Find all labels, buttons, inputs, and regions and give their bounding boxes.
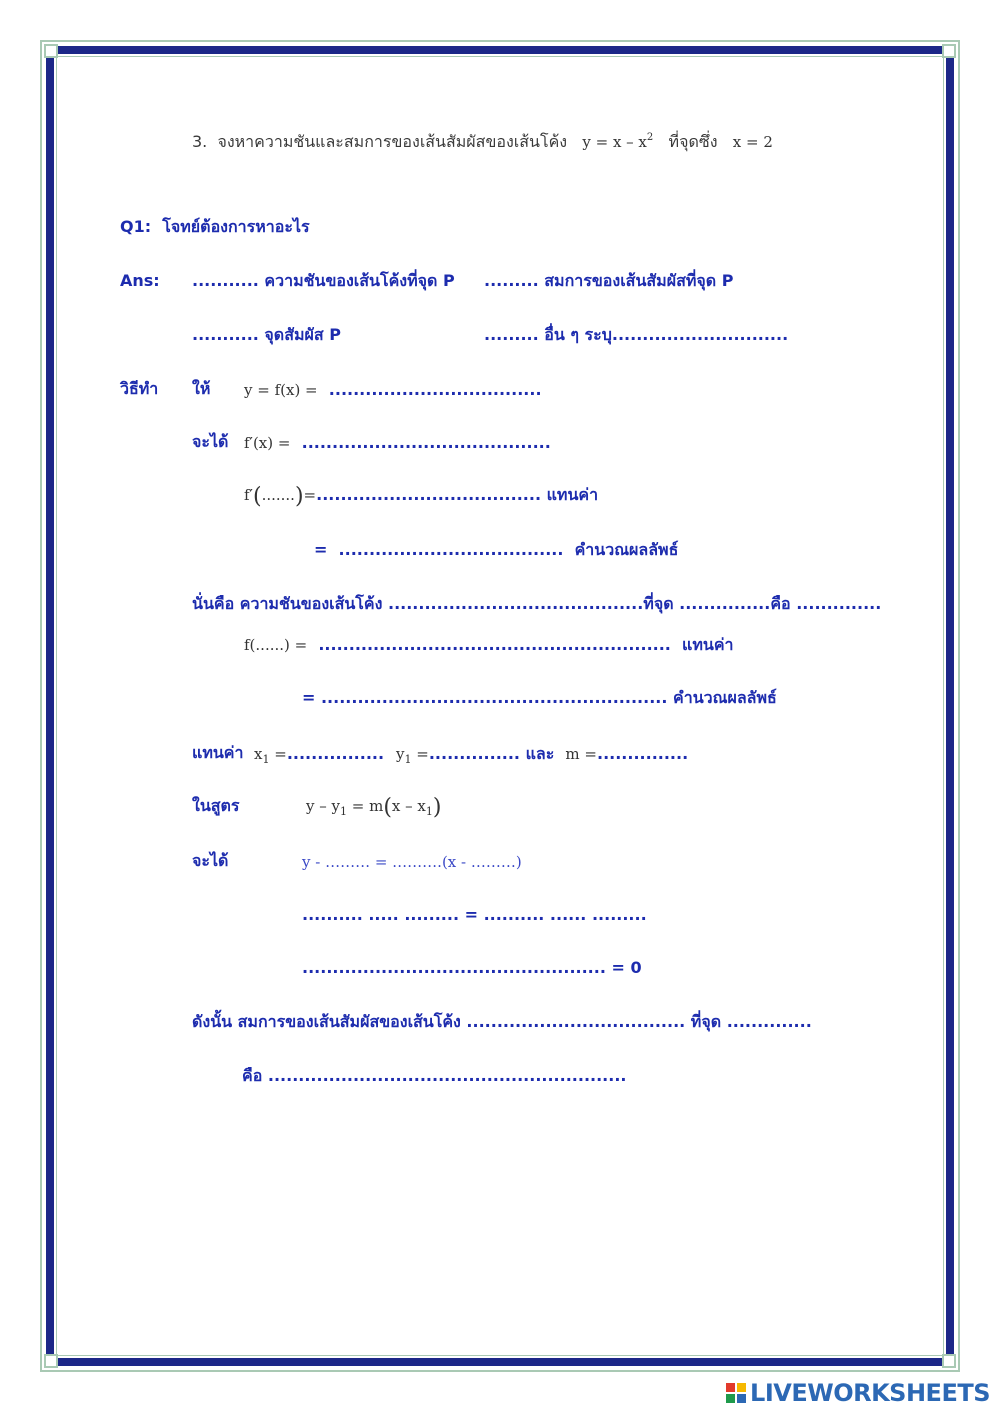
question-condition: ที่จุดซึ่ง — [668, 132, 718, 151]
corner-ornament — [942, 1354, 956, 1368]
slope-conclusion[interactable]: นั่นคือ ความชันของเส้นโค้ง ..........................................ที่จุด ...............คือ .............. — [192, 594, 882, 613]
formula-mid: = m — [346, 797, 384, 815]
y1-blank[interactable]: ............... และ — [428, 744, 555, 763]
eval-blank[interactable]: ..................................... — [316, 485, 542, 504]
eval-fprime: f′ — [244, 486, 253, 504]
x1-blank[interactable]: ................ — [286, 744, 385, 763]
formula-sub1: 1 — [339, 805, 347, 818]
m-blank[interactable]: ............... — [596, 744, 689, 763]
eval-inner[interactable]: ....... — [261, 486, 295, 504]
calc-eq: = — [314, 540, 328, 559]
question-exponent: 2 — [646, 132, 654, 143]
f-calc-row[interactable]: = ......................................................... คำนวณผลลัพธ์ — [302, 688, 777, 707]
formula-label: ในสูตร — [192, 796, 240, 815]
formula-inner: x – x — [391, 797, 426, 815]
question-point: x = 2 — [732, 133, 773, 151]
result-line-1[interactable]: y - ……… = ……….(x - ………) — [302, 853, 522, 871]
corner-ornament — [44, 44, 58, 58]
let-label: ให้ — [192, 379, 211, 398]
calc-row — [314, 540, 678, 560]
eval-row: f′(.......)=..................................... แทนค่า — [244, 484, 599, 509]
f-eval-row — [244, 635, 734, 655]
final-answer[interactable]: คือ ........................................................... — [242, 1066, 627, 1085]
ans-option-other[interactable]: ......... อื่น ๆ ระบุ............................. — [484, 325, 789, 344]
f-eval-substitute: แทนค่า — [682, 635, 734, 654]
ans-option-tangent-eq[interactable]: ......... สมการของเส้นสัมผัสที่จุด P — [484, 271, 734, 290]
ans-option-slope[interactable]: ........... ความชันของเส้นโค้งที่จุด P — [192, 271, 455, 290]
substitute-label: แทนค่า — [192, 743, 244, 762]
deriv-blank[interactable]: ......................................... — [301, 433, 551, 452]
question-text: จงหาความชันและสมการของเส้นสัมผัสของเส้นโค้ง — [217, 132, 568, 151]
corner-ornament — [44, 1354, 58, 1368]
final-line[interactable]: ดังนั้น สมการของเส้นสัมผัสของเส้นโค้ง .................................... ที่จุด .............. — [192, 1012, 812, 1031]
eval-eq: = — [303, 486, 317, 504]
let-math: y = f(x) = — [244, 381, 318, 399]
deriv-math: f′(x) = — [244, 434, 291, 452]
x1-row — [254, 744, 384, 770]
y1-row — [396, 744, 688, 770]
question-line — [192, 128, 773, 152]
let-blank[interactable]: ................................... — [328, 380, 542, 399]
y1-eq: = — [411, 745, 429, 763]
x1-eq: = — [269, 745, 287, 763]
ans-option-point[interactable]: ........... จุดสัมผัส P — [192, 325, 341, 344]
question-equation: y = x – x — [582, 133, 647, 151]
logo-text: LIVEWORKSHEETS — [750, 1379, 990, 1407]
let-row — [244, 380, 542, 400]
calc-result: คำนวณผลลัพธ์ — [574, 540, 679, 559]
logo-mark-icon — [726, 1383, 746, 1403]
question-number: 3. — [192, 132, 208, 151]
f-eval-math: f(......) = — [244, 636, 308, 654]
y1-sub: 1 — [404, 753, 412, 766]
q1-row — [120, 217, 310, 237]
result-line-3[interactable]: .................................................. = 0 — [302, 958, 642, 977]
y1-label: y — [396, 745, 405, 763]
eval-substitute: แทนค่า — [546, 485, 599, 504]
calc-blank[interactable]: ..................................... — [338, 540, 564, 559]
point-slope-formula: $y - y_1 = m(x - x_1)$ — [306, 795, 442, 820]
f-eval-blank[interactable]: .......................................................... — [318, 635, 671, 654]
deriv-row — [244, 433, 551, 453]
get-label: จะได้ — [192, 432, 229, 451]
formula-sub2: 1 — [425, 805, 433, 818]
corner-ornament — [942, 44, 956, 58]
x1-label: x — [254, 745, 263, 763]
method-label: วิธีทำ — [120, 379, 159, 398]
x1-sub: 1 — [262, 753, 270, 766]
liveworksheets-logo — [726, 1376, 990, 1410]
result-line-2[interactable]: .......... ..... ......... = .......... ...... ......... — [302, 905, 647, 924]
q1-label: Q1: — [120, 217, 152, 236]
ans-label: Ans: — [120, 271, 160, 290]
result-label: จะได้ — [192, 851, 229, 870]
formula-lhs: y – y — [306, 797, 340, 815]
m-label: m = — [565, 745, 597, 763]
q1-text: โจทย์ต้องการหาอะไร — [162, 217, 310, 236]
